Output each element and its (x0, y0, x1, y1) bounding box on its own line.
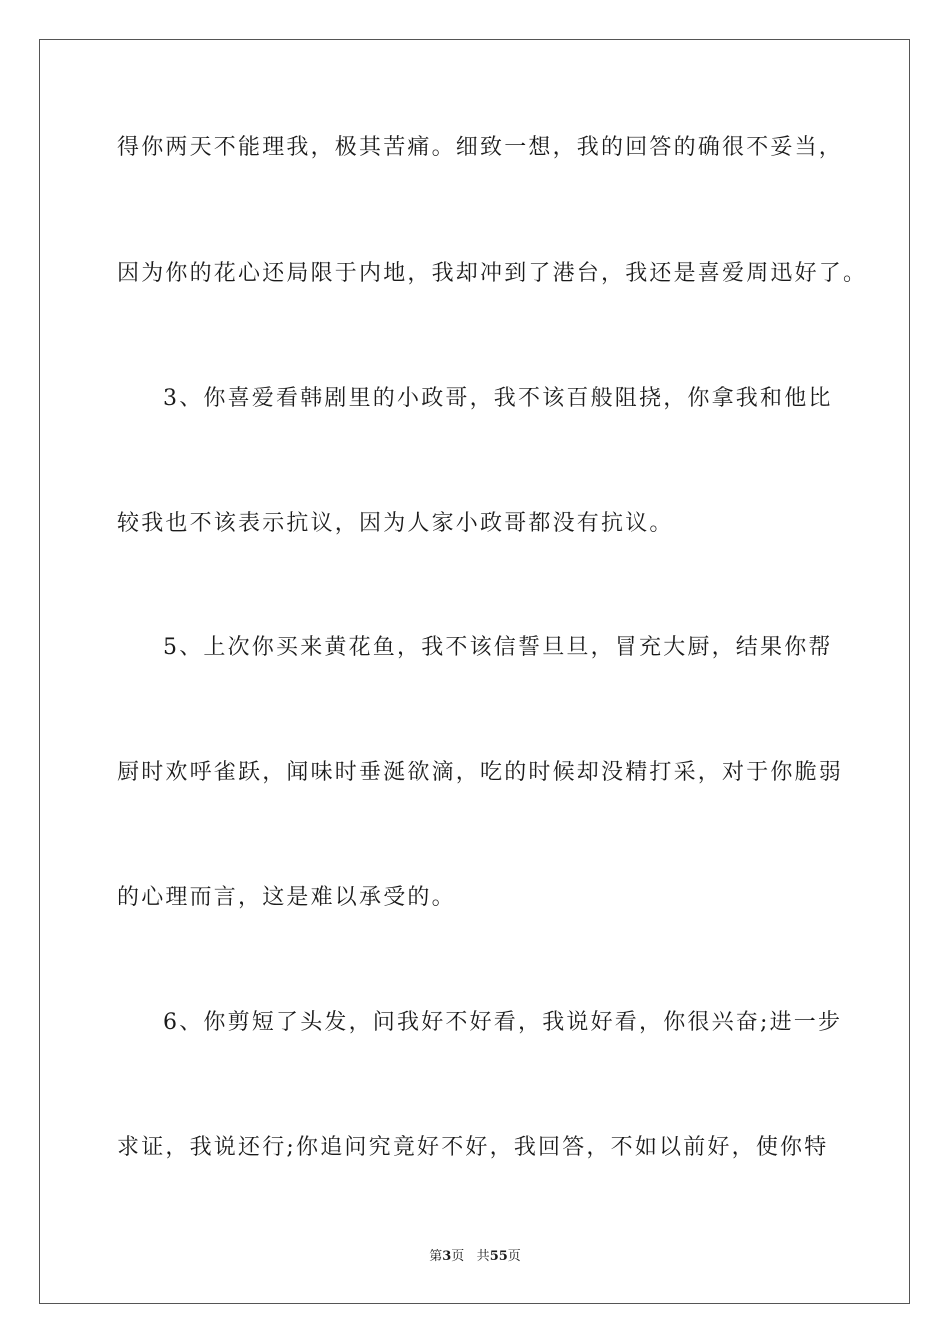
paragraph-line-2: 因为你的花心还局限于内地，我却冲到了港台，我还是喜爱周迅好了。 (117, 261, 868, 286)
footer-total-suffix: 页 (507, 1249, 521, 1264)
page-border (39, 39, 910, 1304)
page-footer (0, 1248, 950, 1266)
paragraph-line-6: 厨时欢呼雀跃，闻味时垂涎欲滴，吃的时候却没精打采，对于你脆弱 (117, 760, 844, 785)
paragraph-line-4: 较我也不该表示抗议，因为人家小政哥都没有抗议。 (117, 511, 674, 536)
total-pages-number: 55 (489, 1249, 508, 1264)
paragraph-line-9: 求证，我说还行;你追问究竟好不好，我回答，不如以前好，使你特 (117, 1135, 829, 1160)
paragraph-line-7: 的心理而言，这是难以承受的。 (117, 885, 456, 910)
current-page-number: 3 (442, 1249, 452, 1264)
paragraph-line-1: 得你两天不能理我，极其苦痛。细致一想，我的回答的确很不妥当， (117, 135, 844, 160)
paragraph-line-8: 6、你剪短了头发，问我好不好看，我说好看，你很兴奋;进一步 (163, 1010, 843, 1035)
paragraph-line-5: 5、上次你买来黄花鱼，我不该信誓旦旦，冒充大厨，结果你帮 (163, 635, 833, 660)
footer-page-suffix: 页 (451, 1249, 465, 1264)
paragraph-line-3: 3、你喜爱看韩剧里的小政哥，我不该百般阻挠，你拿我和他比 (163, 386, 833, 411)
footer-prefix: 第 (429, 1249, 443, 1264)
footer-total-prefix: 共 (476, 1249, 490, 1264)
